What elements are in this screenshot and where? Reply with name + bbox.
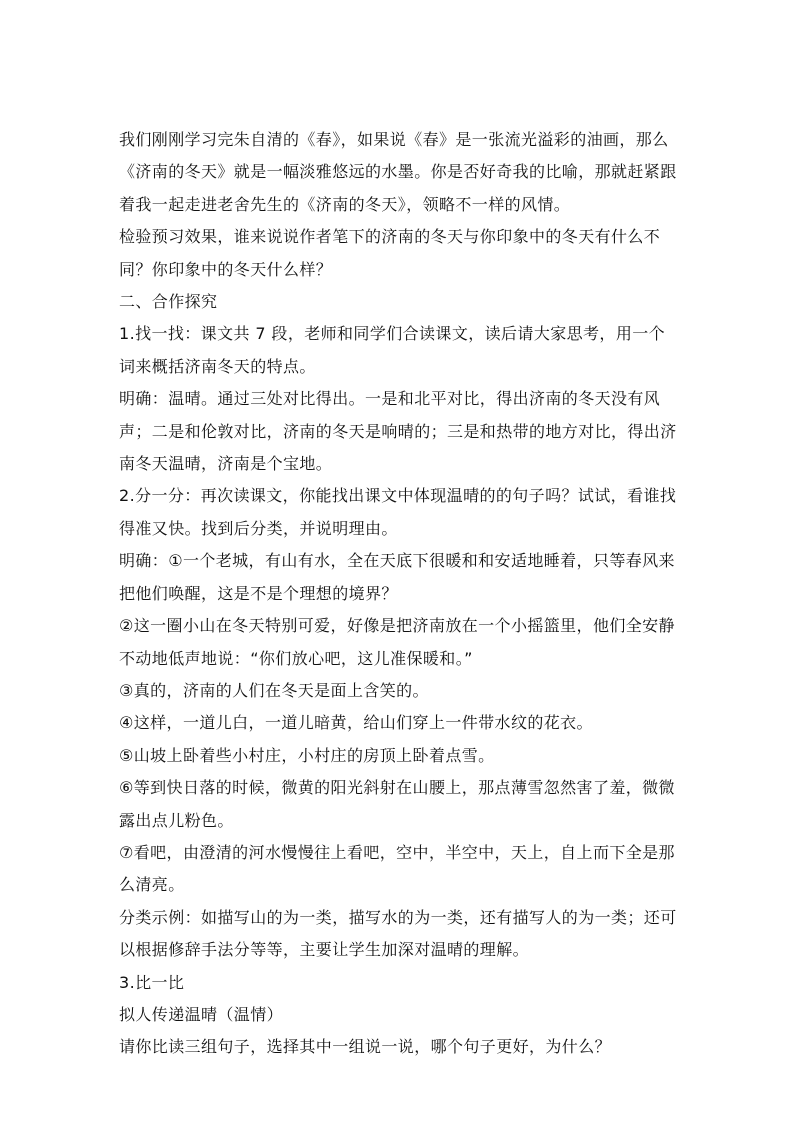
personification-subheading: 拟人传递温晴（温情） [119,1004,284,1024]
answer-sentence-7: ⑦看吧，由澄清的河水慢慢往上看吧，空中，半空中，天上，自上而下全是那么清亮。 [119,842,675,895]
answer-paragraph: 明确：温晴。通过三处对比得出。一是和北平对比，得出济南的冬天没有风声；二是和伦敦对比，济南的冬天是响晴的；三是和热带的地方对比，得出济南冬天温晴，济南是个宝地。 [119,389,677,474]
answer-sentence-1: 明确：①一个老城，有山有水，全在天底下很暖和和安适地睡着，只等春风来把他们唤醒，这是不是个理想的境界？ [119,551,675,603]
answer-sentence-6: ⑥等到快日落的时候，微黄的阳光斜射在山腰上，那点薄雪忽然害了羞，微微露出点儿粉色。 [119,778,675,830]
answer-sentence-3: ③真的，济南的人们在冬天是面上含笑的。 [119,680,429,700]
answer-sentence-5: ⑤山坡上卧着些小村庄，小村庄的房顶上卧着点雪。 [119,745,495,765]
preview-check-paragraph: 检验预习效果，谁来说说作者笔下的济南的冬天与你印象中的冬天有什么不同？你印象中的冬天什么样？ [119,227,661,279]
task-compare-heading: 3.比一比 [119,972,185,992]
answer-sentence-2: ②这一圈小山在冬天特别可爱，好像是把济南放在一个小摇篮里，他们全安静不动地低声地说：“你们放心吧，这儿准保暖和。” [119,616,675,668]
compare-instruction-paragraph: 请你比读三组句子，选择其中一组说一说，哪个句子更好，为什么？ [119,1037,612,1057]
task-find-paragraph: 1.找一找：课文共 7 段，老师和同学们合读课文，读后请大家思考，用一个词来概括济南冬天的特点。 [119,324,666,376]
document-body [119,124,681,1064]
section-heading: 二、合作探究 [119,292,218,312]
intro-paragraph: 我们刚刚学习完朱自清的《春》，如果说《春》是一张流光溢彩的油画，那么《济南的冬天》就是一幅淡雅悠远的水墨。你是否好奇我的比喻，那就赶紧跟着我一起走进老舍先生的《济南的冬天》，领略不一样的风情。 [119,130,677,214]
classification-example-paragraph: 分类示例：如描写山的为一类，描写水的为一类，还有描写人的为一类；还可以根据修辞手法分等等，主要让学生加深对温晴的理解。 [119,907,677,960]
answer-sentence-4: ④这样，一道儿白，一道儿暗黄，给山们穿上一件带水纹的花衣。 [119,713,593,733]
task-classify-paragraph: 2.分一分：再次读课文，你能找出课文中体现温晴的的句子吗？试试，看谁找得准又快。找到后分类，并说明理由。 [119,486,677,538]
